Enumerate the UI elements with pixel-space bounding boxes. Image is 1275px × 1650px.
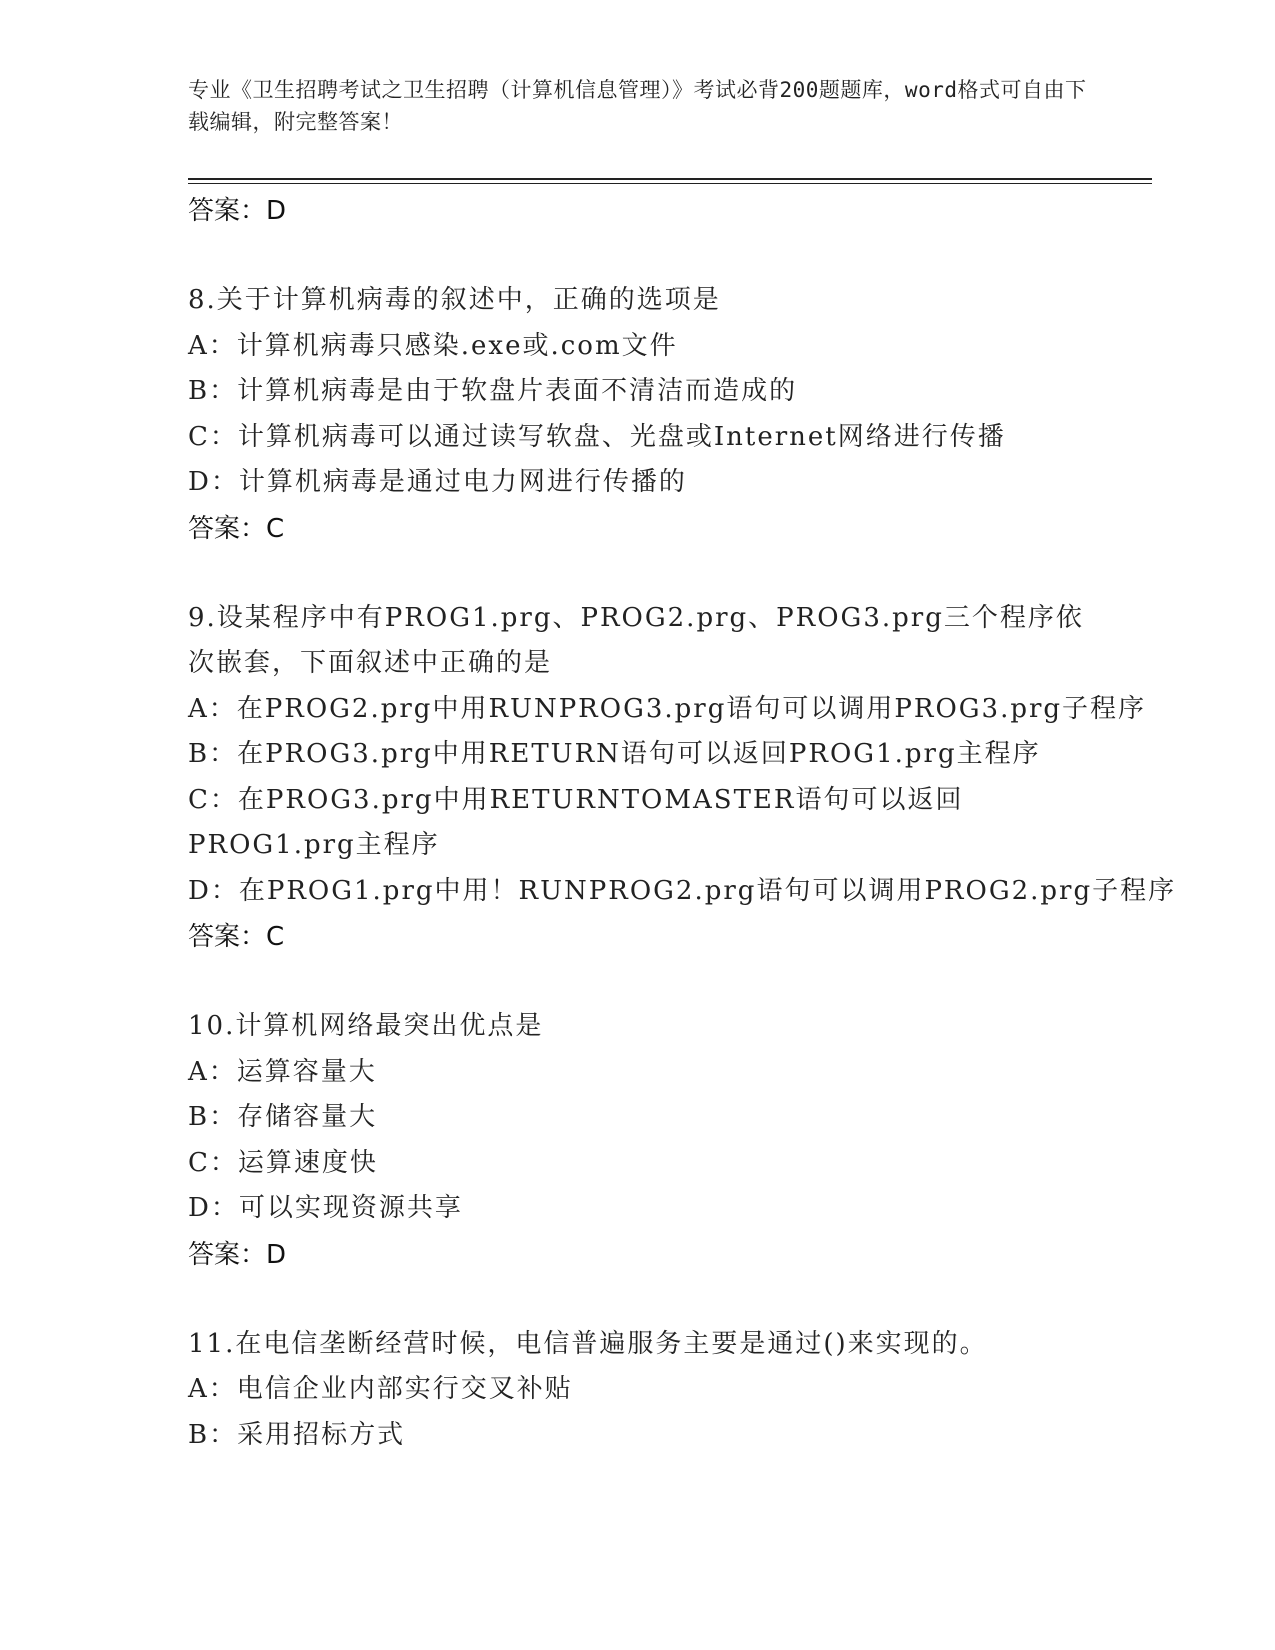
option-b: B：采用招标方式 bbox=[188, 1419, 406, 1450]
option-d: D：计算机病毒是通过电力网进行传播的 bbox=[188, 467, 687, 497]
option-a: A：运算容量大 bbox=[188, 1056, 377, 1087]
question-block bbox=[188, 596, 1177, 961]
answer-line: 答案：D bbox=[188, 1239, 287, 1270]
page-header: 专业《卫生招聘考试之卫生招聘（计算机信息管理）》考试必背200题题库，word格式可自由下载编辑，附完整答案！ bbox=[188, 78, 1087, 134]
option-b: B：计算机病毒是由于软盘片表面不清洁而造成的 bbox=[188, 376, 798, 406]
question-block bbox=[188, 278, 1088, 552]
header-rule bbox=[188, 178, 1152, 180]
question-stem: 9.设某程序中有PROG1.prg、PROG2.prg、PROG3.prg三个程序依次嵌套，下面叙述中正确的是 bbox=[188, 602, 1084, 678]
option-a: A：在PROG2.prg中用RUNPROG3.prg语句可以调用PROG3.prg子程序 bbox=[188, 693, 1147, 724]
question-stem: 11.在电信垄断经营时候，电信普遍服务主要是通过()来实现的。 bbox=[188, 1328, 988, 1359]
question-stem: 10.计算机网络最突出优点是 bbox=[188, 1011, 544, 1041]
answer-line: 答案：C bbox=[188, 513, 285, 544]
answer-line: 答案：C bbox=[188, 922, 285, 952]
option-c: C：运算速度快 bbox=[188, 1147, 378, 1178]
option-b: B：在PROG3.prg中用RETURN语句可以返回PROG1.prg主程序 bbox=[188, 739, 1041, 769]
option-d: D：可以实现资源共享 bbox=[188, 1193, 463, 1223]
question-stem: 8.关于计算机病毒的叙述中，正确的选项是 bbox=[188, 285, 721, 315]
question-block bbox=[188, 1322, 1088, 1459]
question-list bbox=[188, 188, 1177, 1458]
answer-line: 答案：D bbox=[188, 196, 287, 226]
header-rule-thin bbox=[188, 183, 1152, 184]
option-c: C：计算机病毒可以通过读写软盘、光盘或Internet网络进行传播 bbox=[188, 421, 1006, 452]
option-a: A：电信企业内部实行交叉补贴 bbox=[188, 1374, 573, 1404]
option-c: C：在PROG3.prg中用RETURNTOMASTER语句可以返回PROG1.prg主程序 bbox=[188, 784, 964, 860]
option-d: D：在PROG1.prg中用！RUNPROG2.prg语句可以调用PROG2.prg子程序 bbox=[188, 875, 1177, 906]
question-block bbox=[188, 1004, 1088, 1278]
option-b: B：存储容量大 bbox=[188, 1102, 378, 1132]
option-a: A：计算机病毒只感染.exe或.com文件 bbox=[188, 330, 678, 361]
